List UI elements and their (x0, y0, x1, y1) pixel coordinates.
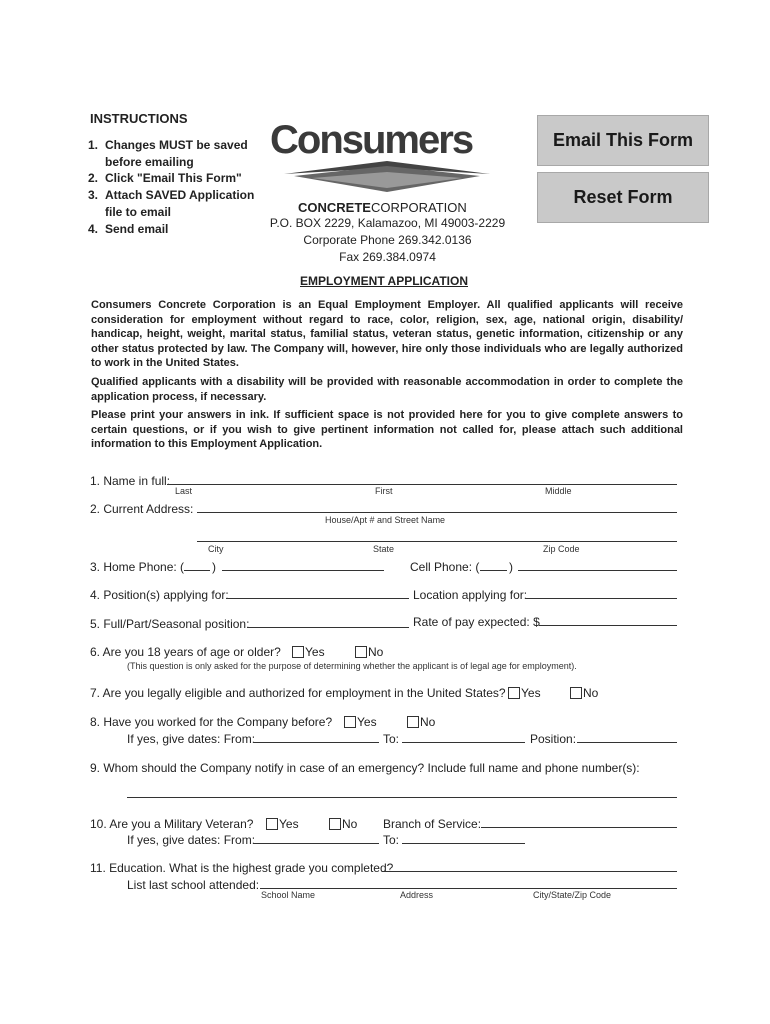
worked-yes-checkbox[interactable] (344, 716, 356, 728)
email-form-button[interactable]: Email This Form (537, 115, 709, 166)
instructions-paragraph: Please print your answers in ink. If sufficient space is not provided here for you to give complete answers to certain questions, or if you wish to give pertinent information not called for, please attach such additional information to this Employment Application. (91, 409, 683, 451)
instruction-text: Changes MUST be saved before emailing (105, 138, 248, 169)
instructions-heading: INSTRUCTIONS (90, 111, 188, 126)
name-first-caption: First (375, 486, 393, 496)
instruction-item (88, 221, 268, 238)
address-label: 2. Current Address: (90, 502, 194, 516)
instruction-item (88, 137, 268, 170)
worked-to-field[interactable] (402, 742, 525, 743)
instruction-text: Click "Email This Form" (105, 171, 242, 186)
worked-position-label: Position: (530, 732, 577, 746)
state-caption: State (373, 544, 395, 554)
cell-phone-label: Cell Phone: ( (410, 560, 480, 574)
instructions-list (88, 137, 268, 237)
veteran-yes-checkbox[interactable] (266, 818, 278, 830)
instruction-item (88, 187, 268, 220)
company-logo-subtitle (298, 200, 467, 215)
logo-sub-bold: CONCRETE (298, 200, 371, 215)
veteran-to-field[interactable] (402, 843, 525, 844)
zip-caption: Zip Code (543, 544, 580, 554)
worked-no-checkbox[interactable] (407, 716, 419, 728)
instruction-item (88, 170, 268, 187)
eligible-yes-label: Yes (521, 686, 541, 700)
rate-field[interactable] (539, 625, 677, 626)
name-middle-caption: Middle (545, 486, 572, 496)
worked-position-field[interactable] (577, 742, 677, 743)
education-label: 11. Education. What is the highest grade you completed? (90, 861, 394, 875)
eligible-no-checkbox[interactable] (570, 687, 582, 699)
street-caption: House/Apt # and Street Name (325, 515, 446, 525)
instruction-number: 2. (88, 171, 99, 186)
age-yes-checkbox[interactable] (292, 646, 304, 658)
rate-label: Rate of pay expected: $ (413, 615, 540, 629)
home-phone-number-field[interactable] (222, 570, 384, 571)
name-label: 1. Name in full: (90, 474, 171, 488)
school-city-caption: City/State/Zip Code (533, 890, 612, 900)
worked-yes-label: Yes (357, 715, 377, 729)
age-no-checkbox[interactable] (355, 646, 367, 658)
name-last-caption: Last (175, 486, 193, 496)
logo-sub-rest: CORPORATION (370, 200, 467, 215)
reset-form-button[interactable]: Reset Form (537, 172, 709, 223)
education-field[interactable] (383, 871, 677, 872)
fulltime-field[interactable] (247, 627, 409, 628)
veteran-dates-from-label: If yes, give dates: From: (127, 833, 256, 847)
home-phone-area-field[interactable] (184, 570, 210, 571)
company-logo-wordmark: Consumers (270, 118, 473, 162)
city-caption: City (208, 544, 224, 554)
age-no-label: No (368, 645, 384, 659)
instruction-number: 1. (88, 138, 99, 152)
veteran-label: 10. Are you a Military Veteran? (90, 817, 254, 831)
worked-from-field[interactable] (253, 742, 379, 743)
logo-swoosh-icon (282, 160, 492, 194)
last-school-field[interactable] (260, 888, 677, 889)
worked-to-label: To: (383, 732, 400, 746)
veteran-yes-label: Yes (279, 817, 299, 831)
veteran-to-label: To: (383, 833, 400, 847)
home-phone-label: 3. Home Phone: ( (90, 560, 185, 574)
age-note: (This question is only asked for the purpose of determining whether the applicant is of legal age for employment). (127, 661, 577, 671)
position-field[interactable] (226, 598, 409, 599)
worked-dates-from-label: If yes, give dates: From: (127, 732, 256, 746)
instruction-text: Send email (105, 221, 169, 236)
veteran-no-checkbox[interactable] (329, 818, 341, 830)
instruction-number: 4. (88, 221, 99, 236)
company-contact (255, 215, 520, 266)
worked-before-label: 8. Have you worked for the Company before? (90, 715, 333, 729)
instruction-text: Attach SAVED Application file to email (105, 188, 255, 219)
school-name-caption: School Name (261, 890, 316, 900)
home-phone-paren: ) (212, 560, 216, 574)
fulltime-label: 5. Full/Part/Seasonal position: (90, 617, 250, 631)
veteran-from-field[interactable] (253, 843, 379, 844)
last-school-label: List last school attended: (127, 878, 260, 892)
street-field[interactable] (197, 512, 677, 513)
name-field[interactable] (167, 484, 677, 485)
school-address-caption: Address (400, 890, 434, 900)
position-label: 4. Position(s) applying for: (90, 588, 229, 602)
form-title: EMPLOYMENT APPLICATION (300, 274, 468, 288)
eligible-yes-checkbox[interactable] (508, 687, 520, 699)
eeo-paragraph: Consumers Concrete Corporation is an Equal Employment Employer. All qualified applicants will receive consideration for employment without regard to race, color, religion, sex, age, national origin, disability/ handicap, height, weight, marital status, familial status, veteran status, genetic information, citizenship or any other status protected by law. The Company will, however, hire only those individuals who are legally authorized to work in the United States. (91, 299, 683, 370)
cell-phone-number-field[interactable] (518, 570, 677, 571)
worked-no-label: No (420, 715, 436, 729)
age-label: 6. Are you 18 years of age or older? (90, 645, 281, 659)
branch-field[interactable] (481, 827, 677, 828)
accommodation-paragraph: Qualified applicants with a disability will be provided with reasonable accommodation in order to complete the application process, if necessary. (91, 376, 683, 403)
instruction-number: 3. (88, 188, 99, 203)
cell-phone-paren: ) (509, 560, 513, 574)
emergency-field[interactable] (127, 797, 677, 798)
location-label: Location applying for: (413, 588, 528, 602)
location-field[interactable] (525, 598, 677, 599)
eligible-no-label: No (583, 686, 599, 700)
eligible-label: 7. Are you legally eligible and authorized for employment in the United States? (90, 686, 506, 700)
cell-phone-area-field[interactable] (480, 570, 507, 571)
emergency-label: 9. Whom should the Company notify in case of an emergency? Include full name and phone number(s): (90, 761, 640, 775)
company-phone: Corporate Phone 269.342.0136 (303, 233, 472, 247)
company-address: P.O. BOX 2229, Kalamazoo, MI 49003-2229 (269, 216, 506, 230)
company-fax: Fax 269.384.0974 (339, 250, 436, 264)
veteran-no-label: No (342, 817, 358, 831)
city-state-zip-field[interactable] (197, 541, 677, 542)
age-yes-label: Yes (305, 645, 325, 659)
branch-label: Branch of Service: (383, 817, 482, 831)
